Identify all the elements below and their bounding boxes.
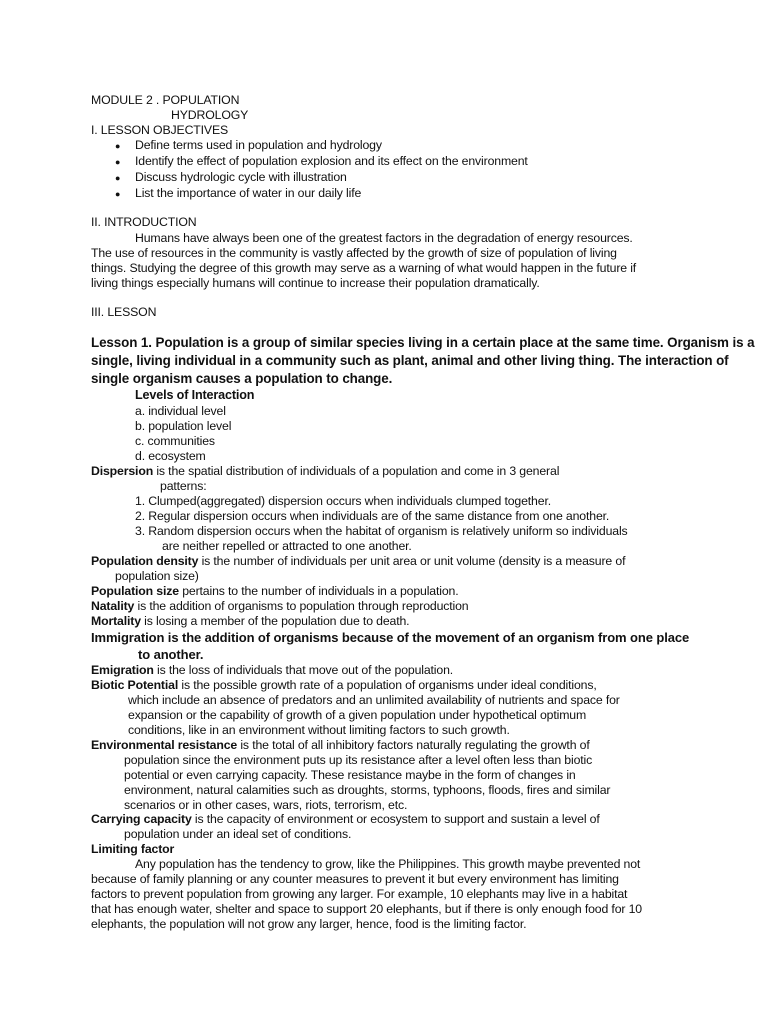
limiting-factor-line: Any population has the tendency to grow, like the Philippines. This growth maybe prevented not <box>135 857 641 871</box>
bullet-icon: ● <box>115 141 121 151</box>
definition-size <box>91 584 458 599</box>
introduction-line: Humans have always been one of the greatest factors in the degradation of energy resources. <box>135 231 633 245</box>
term: Natality <box>91 599 135 613</box>
definition-continuation: potential or even carrying capacity. These resistance maybe in the form of changes in <box>124 768 576 782</box>
lesson1-line <box>91 334 754 352</box>
definition-density <box>91 554 625 569</box>
definition-continuation: environment, natural calamities such as droughts, storms, typhoons, floods, fires and similar <box>124 783 611 797</box>
definition-continuation: population since the environment puts up its resistance after a level often less than biotic <box>124 753 593 767</box>
term: Carrying capacity <box>91 812 192 826</box>
lesson1-lead: Lesson 1. Population <box>91 335 224 350</box>
level-item: a. individual level <box>135 404 226 418</box>
levels-heading: Levels of Interaction <box>135 388 255 402</box>
definition-carrying-capacity <box>91 812 600 827</box>
limiting-factor-line: elephants, the population will not grow any larger, hence, food is the limiting factor. <box>91 917 527 931</box>
limiting-factor-line: because of family planning or any counter measures to prevent it but every environment has limiting <box>91 872 619 886</box>
bullet-icon: ● <box>115 157 121 167</box>
definition-continuation: conditions, like in an environment without limiting factors to such growth. <box>128 723 510 737</box>
definition-continuation: population size) <box>115 569 199 583</box>
pattern-item: 1. Clumped(aggregated) dispersion occurs when individuals clumped together. <box>135 494 551 508</box>
objective-item: Define terms used in population and hydrology <box>135 138 382 152</box>
definition-continuation: population under an ideal set of conditions. <box>124 827 352 841</box>
level-item: d. ecosystem <box>135 449 206 463</box>
definition-biotic-potential <box>91 678 597 693</box>
definition-mortality <box>91 614 409 629</box>
objectives-heading: I. LESSON OBJECTIVES <box>91 123 229 137</box>
introduction-line: living things especially humans will continue to increase their population dramatically. <box>91 276 540 290</box>
pattern-item: 3. Random dispersion occurs when the habitat of organism is relatively uniform so individuals <box>135 524 628 538</box>
lesson1-text: is a group of similar species living in a certain place at the same time. Organism is a <box>223 335 755 350</box>
lesson-heading: III. LESSON <box>91 305 157 319</box>
definition-continuation: which include an absence of predators and an unlimited availability of nutrients and space for <box>128 693 620 707</box>
bullet-icon: ● <box>115 173 121 183</box>
module-title: MODULE 2 . POPULATION <box>91 93 240 107</box>
definition-text: is the loss of individuals that move out of the population. <box>153 663 454 677</box>
lesson1-line: single, living individual in a community such as plant, animal and other living thing. The interaction of <box>91 353 729 368</box>
limiting-factor-line: factors to prevent population from growing any larger. For example, 10 elephants may live in a habitat <box>91 887 628 901</box>
bullet-icon: ● <box>115 189 121 199</box>
lesson1-line: single organism causes a population to change. <box>91 371 393 386</box>
introduction-line: The use of resources in the community is vastly affected by the growth of size of population of living <box>91 246 617 260</box>
term: Biotic Potential <box>91 678 179 692</box>
definition-natality <box>91 599 469 614</box>
objective-item: Discuss hydrologic cycle with illustration <box>135 170 347 184</box>
definition-text: is the capacity of environment or ecosystem to support and sustain a level of <box>191 812 600 826</box>
objective-item: Identify the effect of population explosion and its effect on the environment <box>135 154 528 168</box>
term: Emigration <box>91 663 154 677</box>
definition-text: is the number of individuals per unit area or unit volume (density is a measure of <box>198 554 626 568</box>
introduction-line: things. Studying the degree of this growth may serve as a warning of what would happen in the future if <box>91 261 637 275</box>
definition-text: is the possible growth rate of a population of organisms under ideal conditions, <box>178 678 597 692</box>
level-item: b. population level <box>135 419 232 433</box>
limiting-factor-heading: Limiting factor <box>91 842 175 856</box>
definition-continuation: scenarios or in other cases, wars, riots, terrorism, etc. <box>124 798 408 812</box>
definition-text: pertains to the number of individuals in a population. <box>178 584 459 598</box>
definition-continuation: to another. <box>138 647 204 662</box>
definition-continuation: patterns: <box>160 479 207 493</box>
definition-text: is the spatial distribution of individuals of a population and come in 3 general <box>153 464 560 478</box>
pattern-item: 2. Regular dispersion occurs when individuals are of the same distance from one another. <box>135 509 610 523</box>
definition-immigration: Immigration is the addition of organisms because of the movement of an organism from one place <box>91 630 690 645</box>
introduction-heading: II. INTRODUCTION <box>91 215 197 229</box>
term: Population size <box>91 584 179 598</box>
definition-continuation: expansion or the capability of growth of a given population under hypothetical optimum <box>128 708 587 722</box>
definition-emigration <box>91 663 453 678</box>
module-subtitle: HYDROLOGY <box>171 108 249 122</box>
objective-item: List the importance of water in our daily life <box>135 186 362 200</box>
term: Dispersion <box>91 464 154 478</box>
term: Mortality <box>91 614 141 628</box>
definition-text: is the addition of organisms to population through reproduction <box>134 599 469 613</box>
definition-text: is losing a member of the population due to death. <box>140 614 410 628</box>
level-item: c. communities <box>135 434 215 448</box>
definition-dispersion <box>91 464 559 479</box>
definition-environmental-resistance <box>91 738 590 753</box>
pattern-continuation: are neither repelled or attracted to one another. <box>162 539 412 553</box>
term: Environmental resistance <box>91 738 238 752</box>
definition-text: is the total of all inhibitory factors naturally regulating the growth of <box>237 738 590 752</box>
term: Population density <box>91 554 199 568</box>
limiting-factor-line: that has enough water, shelter and space to support 20 elephants, but if there is only enough food for 10 <box>91 902 642 916</box>
